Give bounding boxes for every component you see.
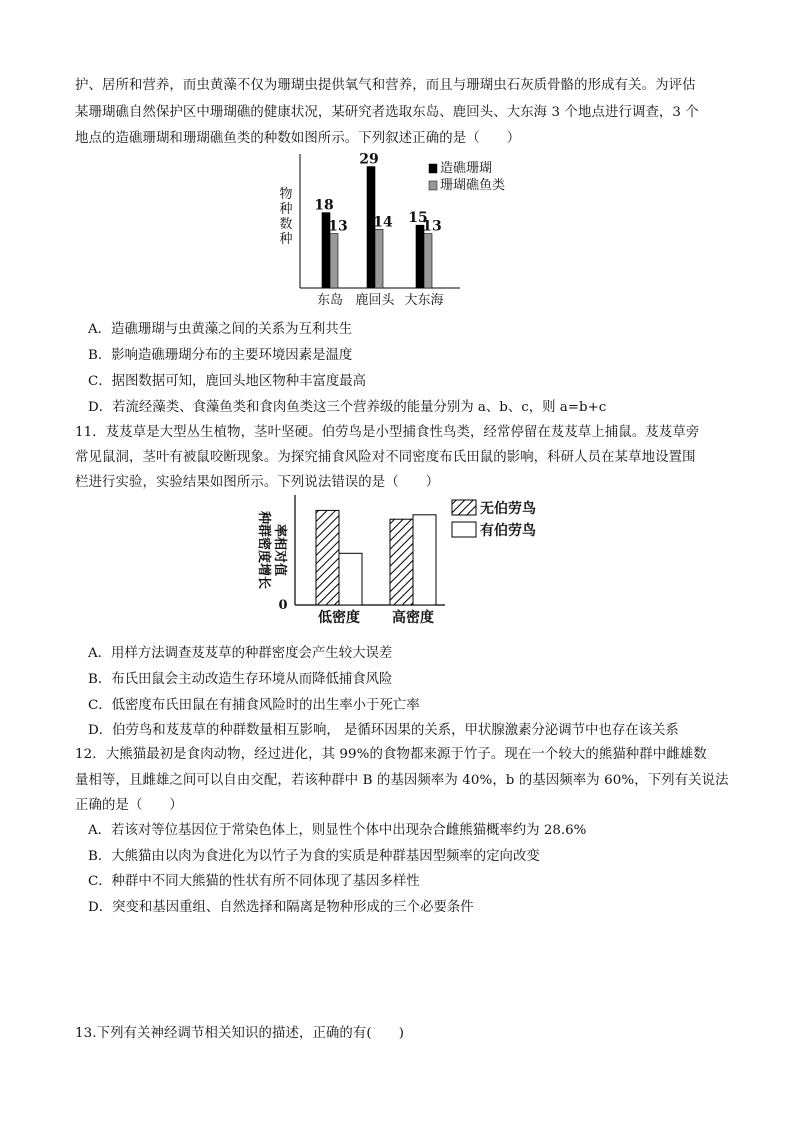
category-label: 低密度 [318,610,360,626]
bar-value-label: 13 [328,218,348,235]
category-label: 大东海 [404,293,444,308]
bar [375,229,383,288]
bar [416,225,424,288]
q10-option-b: B．影响造礁珊瑚分布的主要环境因素是温度 [88,348,353,363]
q10-line2: 某珊瑚礁自然保护区中珊瑚礁的健康状况，某研究者选取东岛、鹿回头、大东海 3 个地点进行调查，3 个 [75,105,699,120]
q12-option-b: B．大熊猫由以肉为食进化为以竹子为食的实质是种群基因型频率的定向改变 [88,849,540,864]
bar [413,515,436,605]
bar-value-label: 18 [314,197,334,214]
q11-line1: 11．芨芨草是大型丛生植物，茎叶坚硬。伯劳鸟是小型捕食性鸟类，经常停留在芨芨草上捕鼠。芨芨草旁 [75,425,700,440]
q10-option-a: A．造礁珊瑚与虫黄藻之间的关系为互利共生 [88,322,353,337]
q10-option-c: C．据图数据可知，鹿回头地区物种丰富度最高 [88,374,367,389]
q12-option-c: C．种群中不同大熊猫的性状有所不同体现了基因多样性 [88,874,420,889]
y-axis-label-char: 种 [279,202,293,217]
legend-swatch [452,500,476,515]
q12-option-a: A．若该对等位基因位于常染色体上，则显性个体中出现杂合雌熊猫概率约为 28.6% [88,823,587,838]
y-axis-label-char: 数 [279,217,293,232]
legend-label: 造礁珊瑚 [440,161,493,176]
q12-option-d: D．突变和基因重组、自然选择和隔离是物种形成的三个必要条件 [88,900,474,915]
q11-line2: 常见鼠洞，茎叶有被鼠咬断现象。为探究捕食风险对不同密度布氏田鼠的影响，科研人员在某草地设置围 [75,450,696,465]
q10-option-d: D．若流经藻类、食藻鱼类和食肉鱼类这三个营养级的能量分别为 a、b、c，则 a=b+c [88,400,607,415]
legend-label: 珊瑚礁鱼类 [440,178,506,193]
bar [339,553,362,605]
q11-line3: 栏进行实验，实验结果如图所示。下列说法错误的是（ ） [75,475,440,490]
q13-line1: 13.下列有关神经调节相关知识的描述，正确的有( ) [75,1026,405,1041]
q12-line1: 12．大熊猫最初是食肉动物，经过进化，其 99%的食物都来源于竹子。现在一个较大的熊猫种群中雌雄数 [75,747,707,762]
legend-label: 无伯劳鸟 [480,501,536,517]
vole-density-chart [245,490,565,635]
y-axis-label-line2: 率相对值 [272,523,287,577]
q12-line3: 正确的是（ ） [75,798,183,813]
y-axis-zero-label: 0 [278,598,288,613]
y-axis-label-line1: 种群密度增长 [256,510,271,590]
category-label: 高密度 [392,610,434,626]
bar [390,519,413,605]
q10-line1: 护、居所和营养，而虫黄藻不仅为珊瑚虫提供氧气和营养，而且与珊瑚虫石灰质骨骼的形成有关。为评估 [75,78,696,93]
bar-value-label: 13 [422,218,442,235]
bar-value-label: 14 [373,214,393,231]
q12-line2: 量相等，且雌雄之间可以自由交配，若该种群中 B 的基因频率为 40%，b 的基因频率为 60%，下列有关说法 [75,773,729,788]
category-label: 鹿回头 [355,293,395,308]
legend-swatch [452,522,476,537]
bar-value-label: 15 [408,210,428,227]
bar [330,234,338,288]
q11-option-b: B．布氏田鼠会主动改造生存环境从而降低捕食风险 [88,672,393,687]
y-axis-label-char: 种 [279,232,293,247]
category-label: 东岛 [316,293,344,308]
q11-option-d: D．伯劳鸟和芨芨草的种群数量相互影响， 是循环因果的关系，甲状腺激素分泌调节中也存在该关系 [88,723,679,738]
bar [316,510,339,605]
legend-label: 有伯劳鸟 [480,523,536,539]
y-axis-label-char: 物 [279,187,293,202]
legend-swatch [429,164,437,173]
bar-value-label: 29 [359,151,379,168]
q11-option-c: C．低密度布氏田鼠在有捕食风险时的出生率小于死亡率 [88,698,420,713]
legend-swatch [429,181,437,190]
bar [424,234,432,288]
q10-line3: 地点的造礁珊瑚和珊瑚礁鱼类的种数如图所示。下列叙述正确的是（ ） [75,131,521,146]
coral-species-chart [270,150,530,310]
q11-option-a: A．用样方法调查芨芨草的种群密度会产生较大误差 [88,646,393,661]
